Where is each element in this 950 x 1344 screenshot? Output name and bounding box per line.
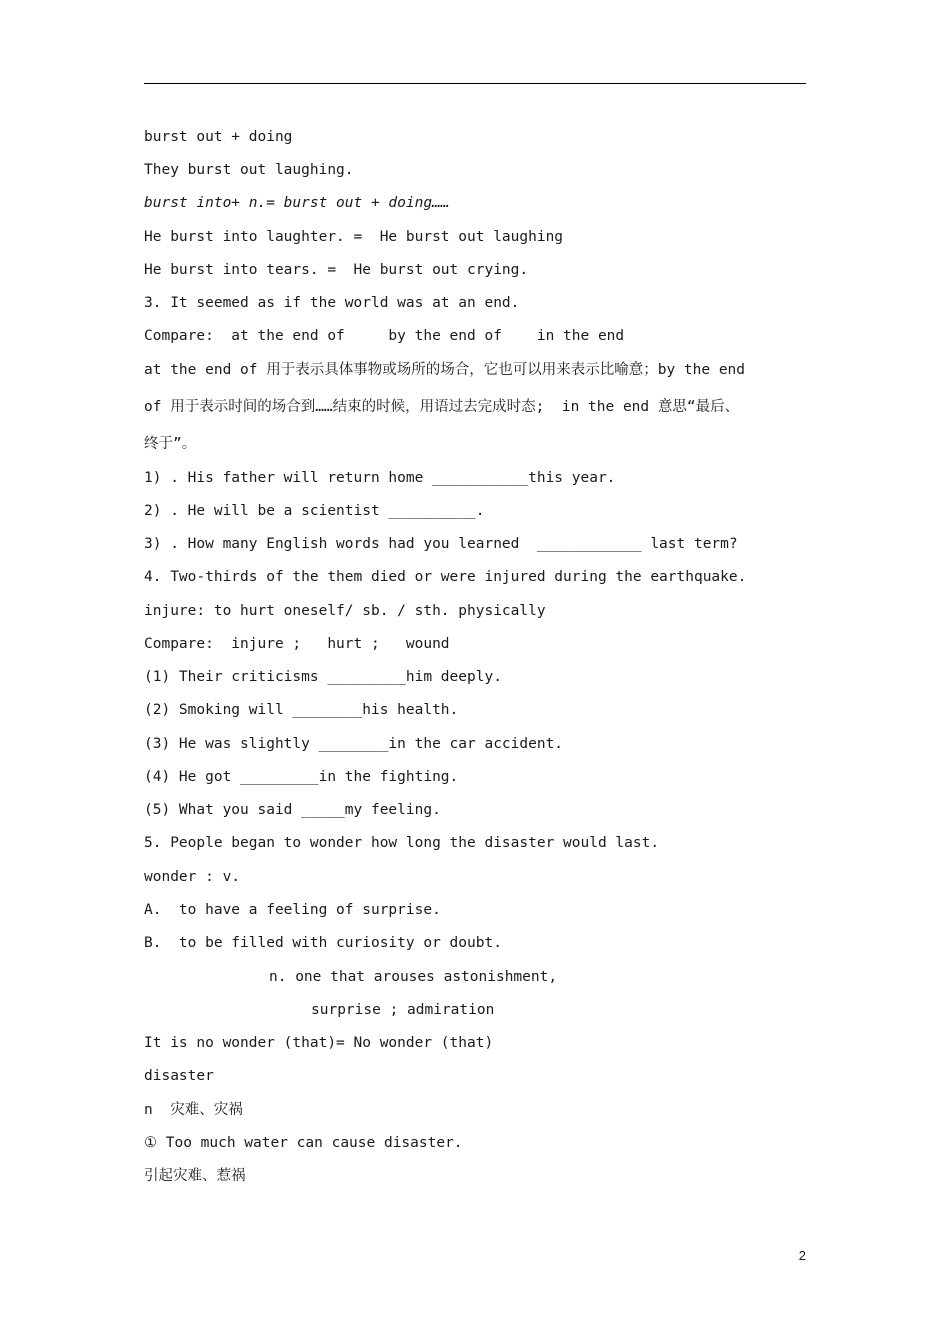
- text-line-10: 终于”。: [144, 436, 197, 452]
- header-rule: [144, 83, 806, 84]
- text-line-28: It is no wonder (that)= No wonder (that): [144, 1035, 494, 1051]
- text-line-25: B. to be filled with curiosity or doubt.: [144, 935, 502, 951]
- text-line-16: Compare: injure ; hurt ; wound: [144, 636, 450, 652]
- text-line-8: at the end of 用于表示具体事物或场所的场合，它也可以用来表示比喻意；by the end: [144, 362, 746, 378]
- text-line-4: He burst into laughter. = He burst out laughing: [144, 229, 564, 245]
- section-5-heading: 5. People began to wonder how long the disaster would last.: [144, 835, 660, 851]
- exercise-1: 1) . His father will return home ___________this year.: [144, 470, 616, 486]
- exercise-4-5: (5) What you said _____my feeling.: [144, 802, 441, 818]
- text-line-23: wonder : v.: [144, 869, 241, 885]
- section-3-heading: 3. It seemed as if the world was at an end.: [144, 295, 520, 311]
- exercise-4-2: (2) Smoking will ________his health.: [144, 702, 459, 718]
- text-line-3: burst into+ n.= burst out + doing……: [144, 195, 450, 211]
- text-line-9: of 用于表示时间的场合到……结束的时候，用语过去完成时态; in the end 意思“最后、: [144, 399, 740, 415]
- text-line-32: 引起灾难、惹祸: [144, 1168, 246, 1184]
- text-line-7: Compare: at the end of by the end of in the end: [144, 328, 625, 344]
- text-line-2: They burst out laughing.: [144, 162, 354, 178]
- page-number: 2: [798, 1248, 806, 1263]
- text-line-30: n 灾难、灾祸: [144, 1102, 243, 1118]
- text-line-5: He burst into tears. = He burst out crying.: [144, 262, 529, 278]
- text-line-31: ① Too much water can cause disaster.: [144, 1135, 463, 1151]
- exercise-4-4: (4) He got _________in the fighting.: [144, 769, 459, 785]
- section-4-heading: 4. Two-thirds of the them died or were injured during the earthquake.: [144, 569, 747, 585]
- exercise-4-1: (1) Their criticisms _________him deeply.: [144, 669, 502, 685]
- text-line-27: surprise ; admiration: [311, 1002, 495, 1018]
- text-line-24: A. to have a feeling of surprise.: [144, 902, 441, 918]
- exercise-4-3: (3) He was slightly ________in the car accident.: [144, 736, 564, 752]
- text-line-1: burst out + doing: [144, 129, 293, 145]
- text-line-15: injure: to hurt oneself/ sb. / sth. physically: [144, 603, 546, 619]
- exercise-3: 3) . How many English words had you learned ____________ last term?: [144, 536, 738, 552]
- text-line-29: disaster: [144, 1068, 214, 1084]
- text-line-26: n. one that arouses astonishment,: [269, 969, 558, 985]
- exercise-2: 2) . He will be a scientist __________.: [144, 503, 485, 519]
